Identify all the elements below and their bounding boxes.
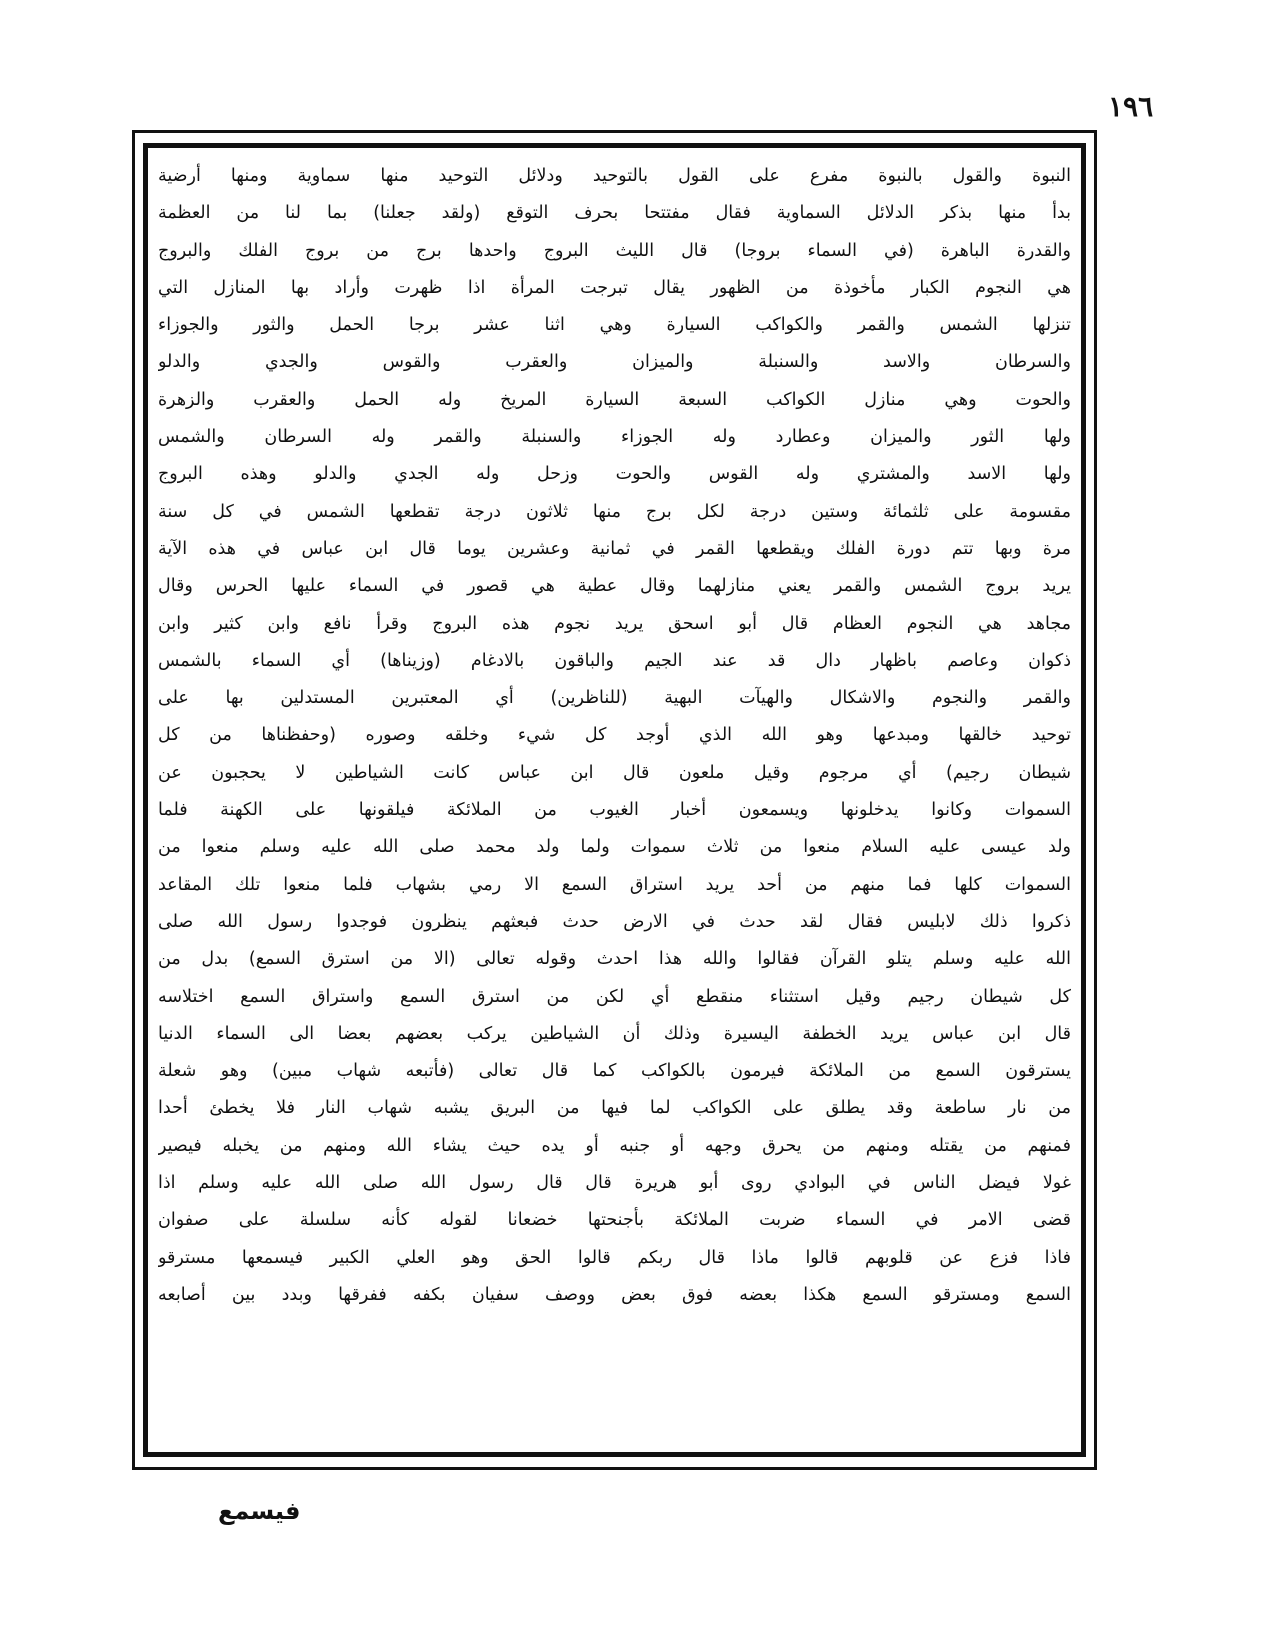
text-line: من نار ساطعة وقد يطلق على الكواكب لما فيها من البريق يشبه شهاب النار فلا يخطئ أحدا	[158, 1098, 1071, 1119]
text-line: بدأ منها بذكر الدلائل السماوية فقال مفتتحا بحرف التوقع (ولقد جعلنا) بما لنا من العظمة	[158, 203, 1071, 224]
text-line: السموات وكانوا يدخلونها ويسمعون أخبار الغيوب من الملائكة فيلقونها على الكهنة فلما	[158, 800, 1071, 821]
text-line: قال ابن عباس يريد الخطفة اليسيرة وذلك أن الشياطين يركب بعضهم بعضا الى السماء الدنيا	[158, 1023, 1071, 1044]
text-line: السموات كلها فما منهم من أحد يريد استراق السمع الا رمي بشهاب فلما منعوا تلك المقاعد	[158, 874, 1071, 895]
text-line: شيطان رجيم) أي مرجوم وقيل ملعون قال ابن عباس كانت الشياطين لا يحجبون عن	[158, 762, 1071, 783]
text-line: فاذا فزع عن قلوبهم قالوا ماذا قال ربكم قالوا الحق وهو العلي الكبير فيسمعها مسترقو	[158, 1247, 1071, 1268]
text-line: يسترقون السمع من الملائكة فيرمون بالكواكب كما قال تعالى (فأتبعه شهاب مبين) وهو شعلة	[158, 1061, 1071, 1082]
text-line: والقدرة الباهرة (في السماء بروجا) قال الليث البروج واحدها برج من بروج الفلك والبروج	[158, 240, 1071, 261]
text-line: ولها الثور والميزان وعطارد وله الجوزاء والسنبلة والقمر وله السرطان والشمس	[158, 427, 1071, 448]
text-line: السمع ومسترقو السمع هكذا بعضه فوق بعض ووصف سفيان بكفه ففرقها وبدد بين أصابعه	[158, 1284, 1071, 1305]
text-line: والحوت وهي منازل الكواكب السبعة السيارة المريخ وله الحمل والعقرب والزهرة	[158, 389, 1071, 410]
page-border-outer	[132, 130, 1097, 1470]
text-line: ولد عيسى عليه السلام منعوا من ثلاث سموات ولما ولد محمد صلى الله عليه وسلم منعوا من	[158, 837, 1071, 858]
text-line: والسرطان والاسد والسنبلة والميزان والعقرب والقوس والجدي والدلو	[158, 352, 1071, 373]
text-line: والقمر والنجوم والاشكال والهيآت البهية (للناظرين) أي المعتبرين المستدلين بها على	[158, 688, 1071, 709]
text-line: مجاهد هي النجوم العظام قال أبو اسحق يريد نجوم هذه البروج وقرأ نافع وابن كثير وابن	[158, 613, 1071, 634]
text-line: هي النجوم الكبار مأخوذة من الظهور يقال تبرجت المرأة اذا ظهرت وأراد بها المنازل التي	[158, 277, 1071, 298]
page-number: ١٩٦	[1108, 90, 1154, 123]
text-line: غولا فيضل الناس في البوادي روى أبو هريرة قال قال رسول الله صلى الله عليه وسلم اذا	[158, 1173, 1071, 1194]
text-block	[143, 143, 1086, 1457]
text-line: مرة وبها تتم دورة الفلك ويقطعها القمر في ثمانية وعشرين يوما قال ابن عباس في هذه الآية	[158, 538, 1071, 559]
text-line: مقسومة على ثلثمائة وستين درجة لكل برج منها ثلاثون درجة تقطعها الشمس في كل سنة	[158, 501, 1071, 522]
catchword: فيسمع	[218, 1497, 301, 1525]
text-line: يريد بروج الشمس والقمر يعني منازلهما وقال عطية هي قصور في السماء عليها الحرس وقال	[158, 576, 1071, 597]
text-line: فمنهم من يقتله ومنهم من يحرق وجهه أو جنبه أو يده حيث يشاء الله ومنهم من يخبله فيصير	[158, 1135, 1071, 1156]
text-line: كل شيطان رجيم وقيل استثناء منقطع أي لكن من استرق السمع واستراق السمع اختلاسه	[158, 986, 1071, 1007]
text-line: الله عليه وسلم يتلو القرآن فقالوا والله هذا احدث وقوله تعالى (الا من استرق السمع) بدل من	[158, 949, 1071, 970]
text-line: توحيد خالقها ومبدعها وهو الله الذي أوجد كل شيء وخلقه وصوره (وحفظناها من كل	[158, 725, 1071, 746]
text-line: ولها الاسد والمشتري وله القوس والحوت وزحل وله الجدي والدلو وهذه البروج	[158, 464, 1071, 485]
text-line: تنزلها الشمس والقمر والكواكب السيارة وهي اثنا عشر برجا الحمل والثور والجوزاء	[158, 315, 1071, 336]
text-line: قضى الامر في السماء ضربت الملائكة بأجنحتها خضعانا لقوله كأنه سلسلة على صفوان	[158, 1210, 1071, 1231]
text-line: ذكروا ذلك لابليس فقال لقد حدث في الارض حدث فبعثهم ينظرون فوجدوا رسول الله صلى	[158, 911, 1071, 932]
text-line: ذكوان وعاصم باظهار دال قد عند الجيم والباقون بالادغام (وزيناها) أي السماء بالشمس	[158, 650, 1071, 671]
text-line: النبوة والقول بالنبوة مفرع على القول بالتوحيد ودلائل التوحيد منها سماوية ومنها أرضية	[158, 166, 1071, 186]
